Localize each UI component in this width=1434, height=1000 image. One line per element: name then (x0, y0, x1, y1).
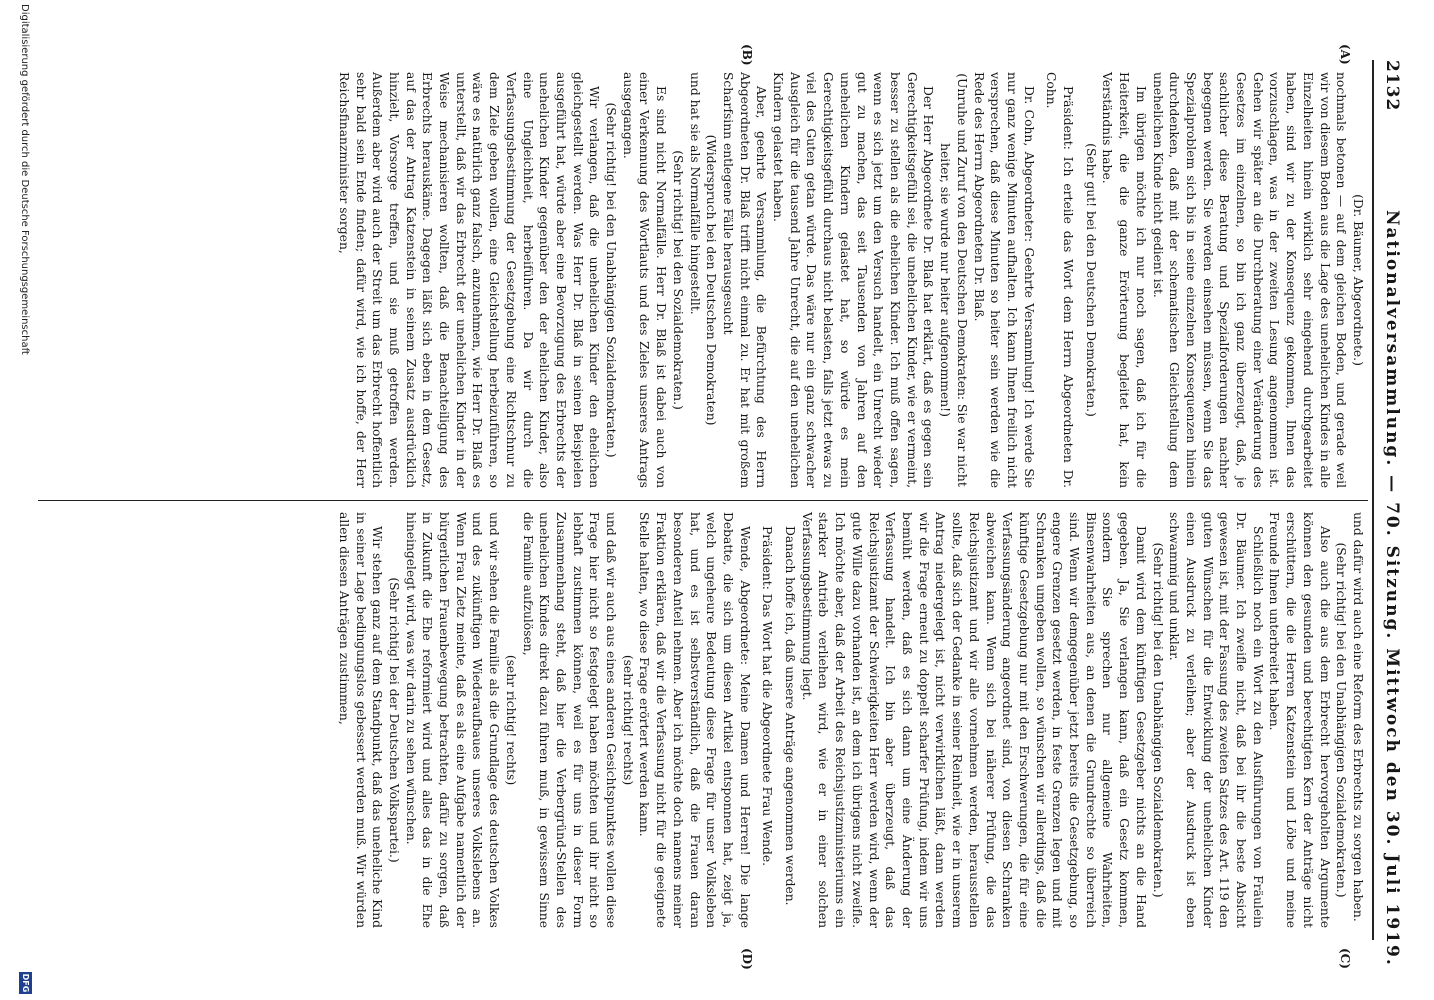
paragraph: und daß wir auch aus eines anderen Gesichtspunktes wollen diese Frage hier nicht so festgelegt haben möchten und ihr nicht so lebhaft zustimmen können, weil es für uns in dieser Form Zusammenhang steht, daß hier die Verbergründ-Stellen des unehelichen Kindes direkt dazu führen muß, in gewissem Sinne die Familie aufzulösen, (520, 512, 619, 928)
paragraph: Aber, geehrte Versammlung, die Befürchtung des Herrn Abgeordneten Dr. Blaß trifft nicht einmal zu. Er hat mit großem Scharfsinn entlegene Fälle herausgesucht (720, 72, 769, 488)
paragraph: Schließlich noch ein Wort zu den Ausführungen von Fräulein Dr. Bäumer. Ich zweifle nicht, daß bei ihr die beste Absicht gewesen ist, mit der Fassung des zweiten Satzes des Art. 119 den guten Wünschen für die Entwicklung der unehelichen Kinder einen Ausdruck zu verleihen; aber der Ausdruck ist eben schwammig und unklar. (1167, 512, 1265, 928)
interjection: (sehr richtig! rechts) (620, 654, 635, 786)
interjection: (Sehr richtig! bei den Sozialdemokraten.) (670, 150, 685, 410)
interjection: (Sehr richtig! bei den Unabhängigen Sozialdemokraten.) (604, 102, 619, 458)
paragraph: Also auch die aus dem Erbrecht hervorgeholten Argumente können den gesunden und berechtigten Kern der Anträge nicht erschüttern, die die Herren Katzenstein und Löbe und meine Freunde Ihnen unterbreitet haben. (1267, 512, 1332, 928)
paragraph: Damit wird dem künftigen Gesetzgeber nichts an die Hand gegeben. Ja, Sie verlangen kann, daß ein Gesetz kommen, sondern Sie sprechen nur allgemeine Wahrheiten, Binsenwahrheiten aus, an denen die Grundrechte so überreich sind. Wenn wir demgegenüber jetzt bereits die Gesetzgebung, so engere Grenzen gesetzt werden, in feste Grenzen legen und mit Schranken umgeben wollen, so wünschen wir allerdings, daß die künftige Gesetzgebung nur mit den Erschwerungen, die für eine Verfassungsänderung angeordnet sind, von diesen Schranken abweichen kann. Wenn sich bei näherer Prüfung, die das Reichsjustizamt und wir alle vornehmen werden, herausstellen sollte, daß sich der Gedanke in seiner Reinheit, wie er in unserem Antrag niedergelegt ist, nicht verwirklichen läßt, dann werden wir die Frage erneut zu doppelt scharfer Prüfung, indem wir uns bemüht werden, daß es sich dann um eine Änderung der Verfassung handelt. Ich bin aber überzeugt, daß das Reichsjustizamt der Schwierigkeiten Herr werden wird, wenn der gute Wille dazu vorhanden ist, an dem ich übrigens nicht zweifle. Ich möchte aber, daß der Arbeit des Reichsjustizministeriums ein starker Antrieb verliehen wird, wie er in einer solchen Verfassungsbestimmung liegt. (799, 512, 1148, 928)
paragraph: nochmals betonen — auf dem gleichen Boden, und gerade weil wir von diesem Boden aus die Lage des unehelichen Kindes in alle Einzelheiten hinein wirklich sehr eingehend durchgearbeitet haben, sind wir zu der Konsequenz gekommen, Ihnen das vorzuschlagen, was in der zweiten Lesung angenommen ist. Gehen wir später an die Durchberatung einer Veränderung des Gesetzes im einzelnen, so bin ich ganz überzeugt, daß, je sachlicher diese Beratung und Spezialforderungen nachher begegnen werden. Sie werden einsehen müssen, wenn Sie das Spezialproblem sich bis in seine einzelnen Konsequenzen hinein durchdenken, daß mit der schematischen Gleichstellung dem unehelichen Kinde nicht gedient ist. (1150, 72, 1349, 488)
running-title: Nationalversammlung. — 70. Sitzung. Mittwoch den 30. Juli 1919. (1382, 210, 1402, 967)
margin-mark-c: (C) (1338, 948, 1352, 969)
interjection: (Sehr richtig! bei der Deutschen Volkspartei.) (386, 577, 401, 863)
paragraph: Im übrigen möchte ich nur noch sagen, daß ich für die Heiterkeit, die die ganze Erörterung begleitet hat, kein Verständnis habe. (1100, 72, 1148, 488)
interjection: (Widerspruch bei den Deutschen Demokraten) (704, 134, 719, 426)
page-number: 2132 (1382, 60, 1402, 112)
paragraph: Der Herr Abgeordnete Dr. Blaß hat erklärt, daß es gegen sein Gerechtigkeitsgefühl sei, die unehelichen Kinder, wie er vermeint, besser zu stellen als die ehelichen Kinder. Ich muß offen sagen, wenn es sich jetzt um den Versuch handelt, ein Unrecht wieder gut zu machen, das seit Tausenden von Jahren auf den unehelichen Kindern gelastet hat, so würde es mein Gerechtigkeitsgefühl durchaus nicht belasten, falls jetzt etwas zu viel des Guten getan würde. Das wäre nur ein ganz schwacher Ausgleich für die tausend Jahre Unrecht, die auf den unehelichen Kindern gelastet haben. (771, 72, 936, 488)
interjection: (Sehr richtig! bei den Unabhängigen Sozialdemokraten.) (1150, 542, 1165, 898)
speaker-paragraph: Wende, Abgeordnete: Meine Damen und Herren! Die lange Debatte, die sich um diesen Artikel entsponnen hat, zeigt ja, welch ungeheure Bedeutung diese Frage für unser Volksleben hat, und es ist selbstverständlich, daß die Frauen daran besonderen Anteil nehmen. Aber ich möchte doch namens meiner Fraktion erklären, daß wir die Verfassung nicht für die geeignete Stelle halten, wo diese Frage erörtert werden kann. (637, 512, 752, 928)
speaker-paragraph: Dr. Cohn, Abgeordneter: Geehrte Versammlung! Ich werde Sie nur ganz wenige Minuten aufhalten. Ich kann Ihnen freilich nicht versprechen, daß diese Minuten so heiter sein werden wie die Rede des Herrn Abgeordneten Dr. Blaß. (971, 72, 1036, 488)
paragraph: Wir stehen ganz auf dem Standpunkt, daß das uneheliche Kind in seiner Lage bedingungslos gebessert werden muß. Wir würden allen diesen Anträgen zustimmen, (336, 512, 385, 928)
speaker-paragraph: Präsident: Ich erteile das Wort dem Herrn Abgeordneten Dr. Cohn. (1044, 72, 1076, 488)
paragraph: und dafür wird auch eine Reform des Erbrechts zu sorgen haben. (1351, 512, 1365, 922)
paragraph: und hat sie als Normalfälle hingestellt. (687, 72, 702, 315)
page-header (1376, 60, 1402, 967)
margin-mark-d: (D) (740, 948, 754, 970)
speaker-continuation: (Dr. Bäumer, Abgeordnete.) (1351, 194, 1365, 366)
left-column (335, 72, 1366, 488)
speaker-paragraph: Präsident: Das Wort hat die Abgeordnete Frau Wende. (760, 526, 775, 867)
margin-mark-b: (B) (740, 44, 754, 66)
interjection: (sehr richtig! rechts) (503, 654, 518, 786)
dfg-logo: DFG (21, 973, 30, 993)
paragraph: Es sind nicht Normalfälle. Herr Dr. Blaß ist dabei auch von einer Verkennung des Wortlauts und des Zieles unseres Antrags ausgegangen. (620, 72, 669, 488)
paragraph: und wir sehen die Familie als die Grundlage des deutschen Volkes und des zukünftigen Wiederaufbaues unseres Volkslebens an. Wenn Frau Zietz meinte, daß es als eine Aufgabe namentlich der bürgerlichen Frauenbewegung betrachten, dafür zu sorgen, daß in Zukunft die Ehe reformiert wird und alles das in die Ehe hineingelegt wird, was wir darin zu sehen wünschen. (403, 512, 502, 928)
paragraph: Wir verlangen, daß die unehelichen Kinder den ehelichen gleichgestellt werden. Was Herr Dr. Blaß in seinen Beispielen ausgeführt hat, würde aber eine Bevorzugung des Erbrechts der unehelichen Kinder gegenüber den der ehelichen Kinder, also eine Ungleichheit, herbeiführen. Da wir durch die Verfassungsbestimmung der Gesetzgebung eine Richtschnur zu dem Ziele geben wollen, eine Gleichstellung herbeizuführen, so wäre es natürlich ganz falsch, anzunehmen, wie Herr Dr. Blaß es unterstellt, daß wir das Erbrecht der unehelichen Kinder in der Weise mechanisieren wollten, daß die Benachteiligung des Erbrechts herauskäme. Dagegen läßt sich eben in dem Gesetz, auf das der Antrag Katzenstein in seinem Zusatz ausdrücklich hinzielt, Vorsorge treffen, und sie muß getroffen werden. Außerdem aber wird auch der Streit um das Erbrecht hoffentlich sehr bald sein Ende finden; dafür wird, wie ich hoffe, der Herr Reichsfinanzminister sorgen, (336, 72, 602, 488)
header-rule (1372, 60, 1374, 940)
margin-mark-a: (A) (1338, 44, 1352, 65)
interjection: (Sehr gut! bei den Deutschen Demokraten.) (1083, 143, 1098, 417)
funding-note: Digitalisierung gefördert durch die Deutsche Forschungsgemeinschaft (19, 4, 30, 355)
interjection: (Sehr richtig! bei den Unabhängigen Sozialdemokraten.) (1334, 542, 1349, 898)
column-divider (38, 500, 1368, 501)
interjection: (Unruhe und Zuruf von den Deutschen Demokraten: Sie war nicht heiter, sie wurde nur heiter aufgenommen!) (938, 73, 969, 487)
paragraph: Danach hoffe ich, daß unsere Anträge angenommen werden. (783, 526, 798, 906)
right-column (335, 512, 1366, 928)
